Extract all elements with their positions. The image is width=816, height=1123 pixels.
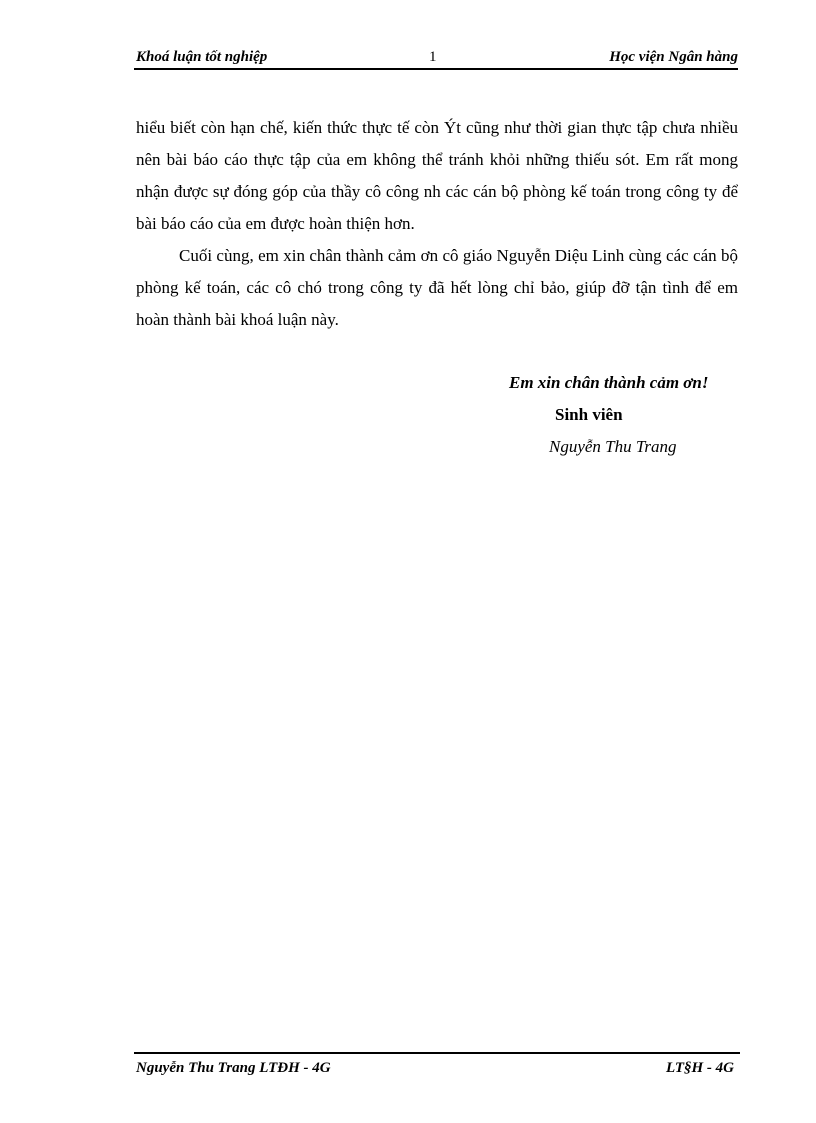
header-institution: Học viện Ngân hàng <box>609 49 738 65</box>
footer-author: Nguyễn Thu Trang LTĐH - 4G <box>136 1060 331 1076</box>
body-text <box>136 112 738 336</box>
header-thesis-title: Khoá luận tốt nghiệp <box>136 49 268 65</box>
page-footer <box>134 1052 740 1078</box>
footer-class: LT§H - 4G <box>665 1060 734 1076</box>
signature-name: Nguyễn Thu Trang <box>549 437 677 456</box>
paragraph: Cuối cùng, em xin chân thành cảm ơn cô giáo Nguyễn Diệu Linh cùng các cán bộ phòng kế toán, các cô chó trong công ty đã hết lòng chỉ bảo, giúp đỡ tận tình để em hoàn thành bài khoá luận này. <box>136 246 738 329</box>
page-header <box>134 46 738 70</box>
paragraph: hiểu biết còn hạn chế, kiến thức thực tế còn Ýt cũng như thời gian thực tập chưa nhiều nên bài báo cáo thực tập của em không thể tránh khỏi những thiếu sót. Em rất mong nhận được sự đóng góp của thầy cô công nh các cán bộ phòng kế toán trong công ty để bài báo cáo của em được hoàn thiện hơn. <box>136 118 738 233</box>
closing-thanks: Em xin chân thành cảm ơn! <box>509 373 709 392</box>
signature-role: Sinh viên <box>555 405 623 424</box>
page-number: 1 <box>429 49 437 65</box>
